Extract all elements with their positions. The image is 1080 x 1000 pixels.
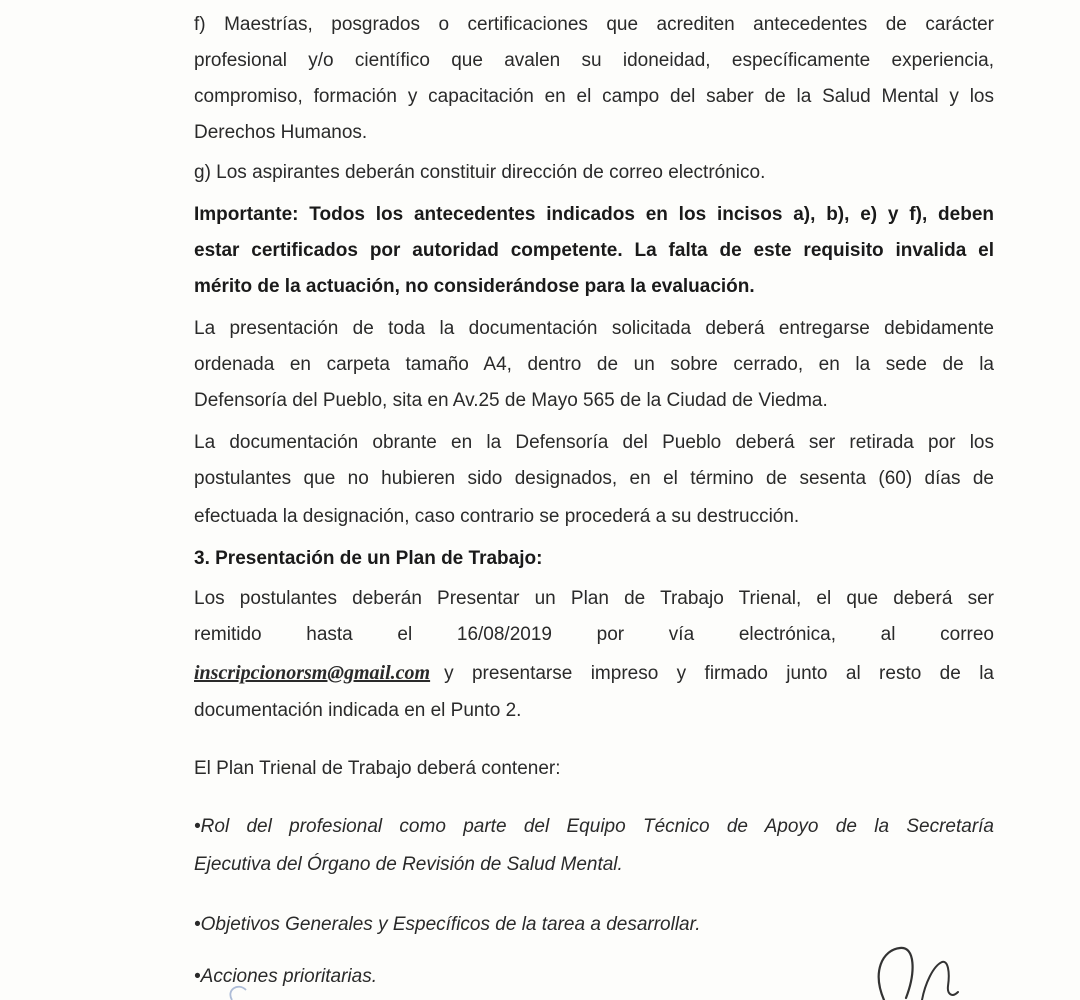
bullet-role-line-1: •Rol del profesional como parte del Equipo Técnico de Apoyo de la Secretaría — [194, 816, 994, 837]
presentation-line-1: La presentación de toda la documentación solicitada deberá entregarse debidamente — [194, 318, 994, 339]
retrieval-line-3: efectuada la designación, caso contrario se procederá a su destrucción. — [194, 506, 800, 527]
section-3-heading: 3. Presentación de un Plan de Trabajo: — [194, 548, 543, 569]
section-3-line-3 — [194, 660, 994, 687]
important-line-3: mérito de la actuación, no considerándose para la evaluación. — [194, 276, 755, 297]
item-f-line-4: Derechos Humanos. — [194, 122, 368, 143]
section-3-line-1: Los postulantes deberán Presentar un Plan de Trabajo Trienal, el que deberá ser — [194, 588, 994, 609]
important-line-2: estar certificados por autoridad competente. La falta de este requisito invalida el — [194, 240, 994, 261]
bullet-role-line-2: Ejecutiva del Órgano de Revisión de Salud Mental. — [194, 854, 623, 875]
bullet-objectives: •Objetivos Generales y Específicos de la tarea a desarrollar. — [194, 914, 701, 935]
section-3-line-4: documentación indicada en el Punto 2. — [194, 700, 522, 721]
bullet-actions: •Acciones prioritarias. — [194, 966, 377, 987]
presentation-line-3: Defensoría del Pueblo, sita en Av.25 de Mayo 565 de la Ciudad de Viedma. — [194, 390, 828, 411]
retrieval-line-1: La documentación obrante en la Defensoría del Pueblo deberá ser retirada por los — [194, 432, 994, 453]
item-f-line-2: profesional y/o científico que avalen su idoneidad, específicamente experiencia, — [194, 50, 994, 71]
item-f-line-1: f) Maestrías, posgrados o certificaciones que acrediten antecedentes de carácter — [194, 14, 994, 35]
contact-email-link[interactable]: inscripcionorsm@gmail.com — [194, 662, 431, 684]
section-3-line-3-rest: y presentarse impreso y firmado junto al resto de la — [444, 663, 994, 684]
retrieval-line-2: postulantes que no hubieren sido designados, en el término de sesenta (60) días de — [194, 468, 994, 489]
presentation-line-2: ordenada en carpeta tamaño A4, dentro de un sobre cerrado, en la sede de la — [194, 354, 994, 375]
item-f-line-3: compromiso, formación y capacitación en el campo del saber de la Salud Mental y los — [194, 86, 994, 107]
important-line-1: Importante: Todos los antecedentes indicados en los incisos a), b), e) y f), deben — [194, 204, 994, 225]
section-3-line-2: remitido hasta el 16/08/2019 por vía electrónica, al correo — [194, 624, 994, 645]
plan-intro: El Plan Trienal de Trabajo deberá contener: — [194, 758, 561, 779]
item-g: g) Los aspirantes deberán constituir dirección de correo electrónico. — [194, 162, 766, 183]
